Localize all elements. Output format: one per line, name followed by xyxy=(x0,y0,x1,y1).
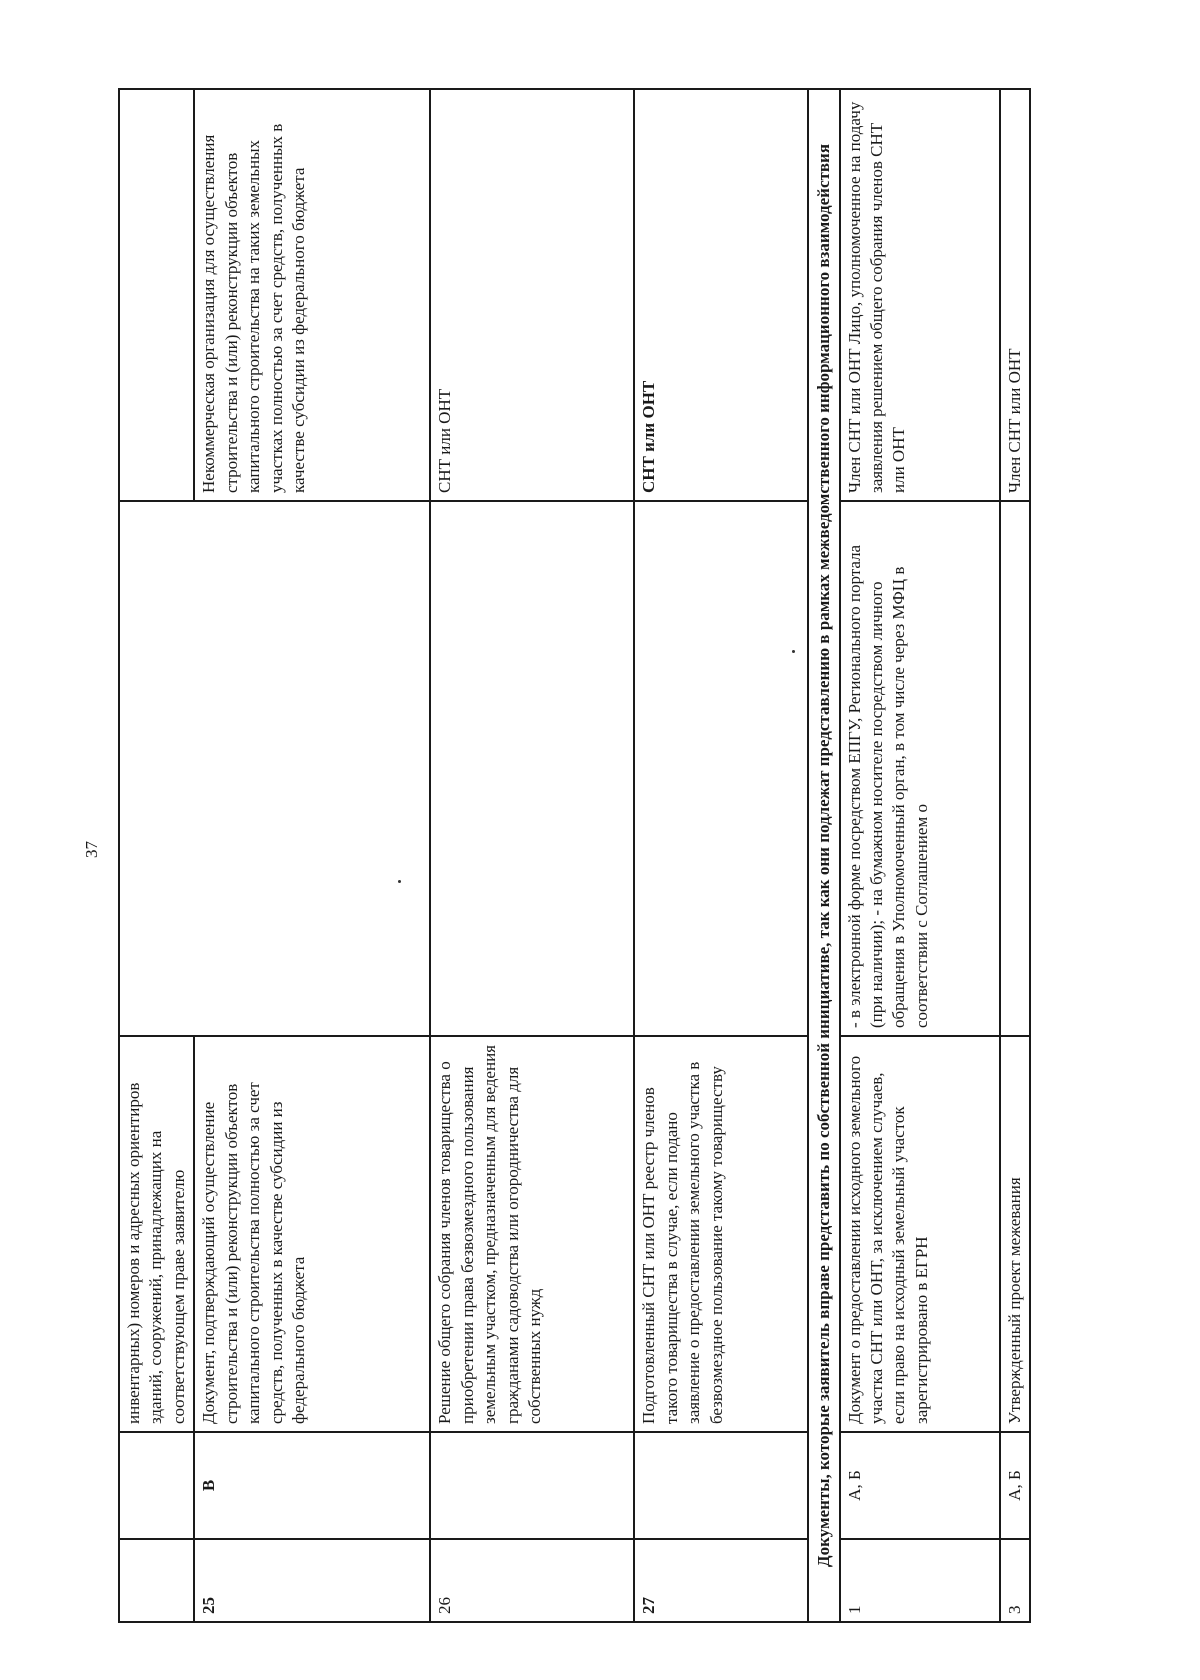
table-row xyxy=(1000,89,1030,1622)
row-method xyxy=(119,501,430,1036)
row-category xyxy=(634,1432,808,1539)
row-method xyxy=(634,501,808,1036)
row-category: В xyxy=(194,1432,430,1539)
row-number: 3 xyxy=(1000,1539,1030,1622)
row-applicant: Член СНТ или ОНТ Лицо, уполномоченное на подачу заявления решением общего собрания членов СНТ или ОНТ xyxy=(840,89,1000,501)
row-category: А, Б xyxy=(1000,1432,1030,1539)
scan-speck xyxy=(792,650,795,653)
row-number: 26 xyxy=(430,1539,634,1622)
table-row xyxy=(430,89,634,1622)
row-applicant xyxy=(119,89,194,501)
documents-table xyxy=(118,88,1031,1623)
row-number: 1 xyxy=(840,1539,1000,1622)
row-method: - в электронной форме посредством ЕПГУ, Регионального портала (при наличии); - на бумажном носителе посредством личного обращения в Уполномоченный орган, в том числе через МФЦ в соответствии с Соглашением о xyxy=(840,501,1000,1036)
rotated-table-page xyxy=(118,90,1096,1623)
row-applicant: СНТ или ОНТ xyxy=(634,89,808,501)
table-row xyxy=(634,89,808,1622)
section-header: Документы, которые заявитель вправе представить по собственной инициативе, так как они подлежат представлению в рамках межведомственного информационного взаимодействия xyxy=(808,89,839,1622)
row-document: Документ о предоставлении исходного земельного участка СНТ или ОНТ, за исключением случаев, если право на исходный земельный участок зарегистрировано в ЕГРН xyxy=(840,1036,1000,1432)
row-method xyxy=(430,501,634,1036)
row-category xyxy=(119,1432,194,1539)
row-applicant: СНТ или ОНТ xyxy=(430,89,634,501)
table-row xyxy=(119,89,194,1622)
row-document: Решение общего собрания членов товарищества о приобретении права безвозмездного пользования земельным участком, предназначенным для ведения гражданами садоводства или огородничества для собственных нужд xyxy=(430,1036,634,1432)
row-document: Утвержденный проект межевания xyxy=(1000,1036,1030,1432)
row-number: 25 xyxy=(194,1539,430,1622)
scan-speck xyxy=(398,880,401,883)
page-number: 37 xyxy=(82,841,101,858)
section-header-row xyxy=(808,89,839,1622)
row-category: А, Б xyxy=(840,1432,1000,1539)
row-document: инвентарных) номеров и адресных ориентиров зданий, сооружений, принадлежащих на соответствующем праве заявителю xyxy=(119,1036,194,1432)
row-applicant: Член СНТ или ОНТ xyxy=(1000,89,1030,501)
row-number: 27 xyxy=(634,1539,808,1622)
row-applicant: Некоммерческая организация для осуществления строительства и (или) реконструкции объектов капитального строительства на таких земельных участках полностью за счет средств, полученных в качестве субсидии из федерального бюджета xyxy=(194,89,430,501)
table-row xyxy=(840,89,1000,1622)
row-number xyxy=(119,1539,194,1622)
row-method xyxy=(1000,501,1030,1036)
row-document: Документ, подтверждающий осуществление строительства и (или) реконструкции объектов капитального строительства полностью за счет средств, полученных в качестве субсидии из федерального бюджета xyxy=(194,1036,430,1432)
row-category xyxy=(430,1432,634,1539)
row-document: Подготовленный СНТ или ОНТ реестр членов такого товарищества в случае, если подано заявление о предоставлении земельного участка в безвозмездное пользование такому товариществу xyxy=(634,1036,808,1432)
